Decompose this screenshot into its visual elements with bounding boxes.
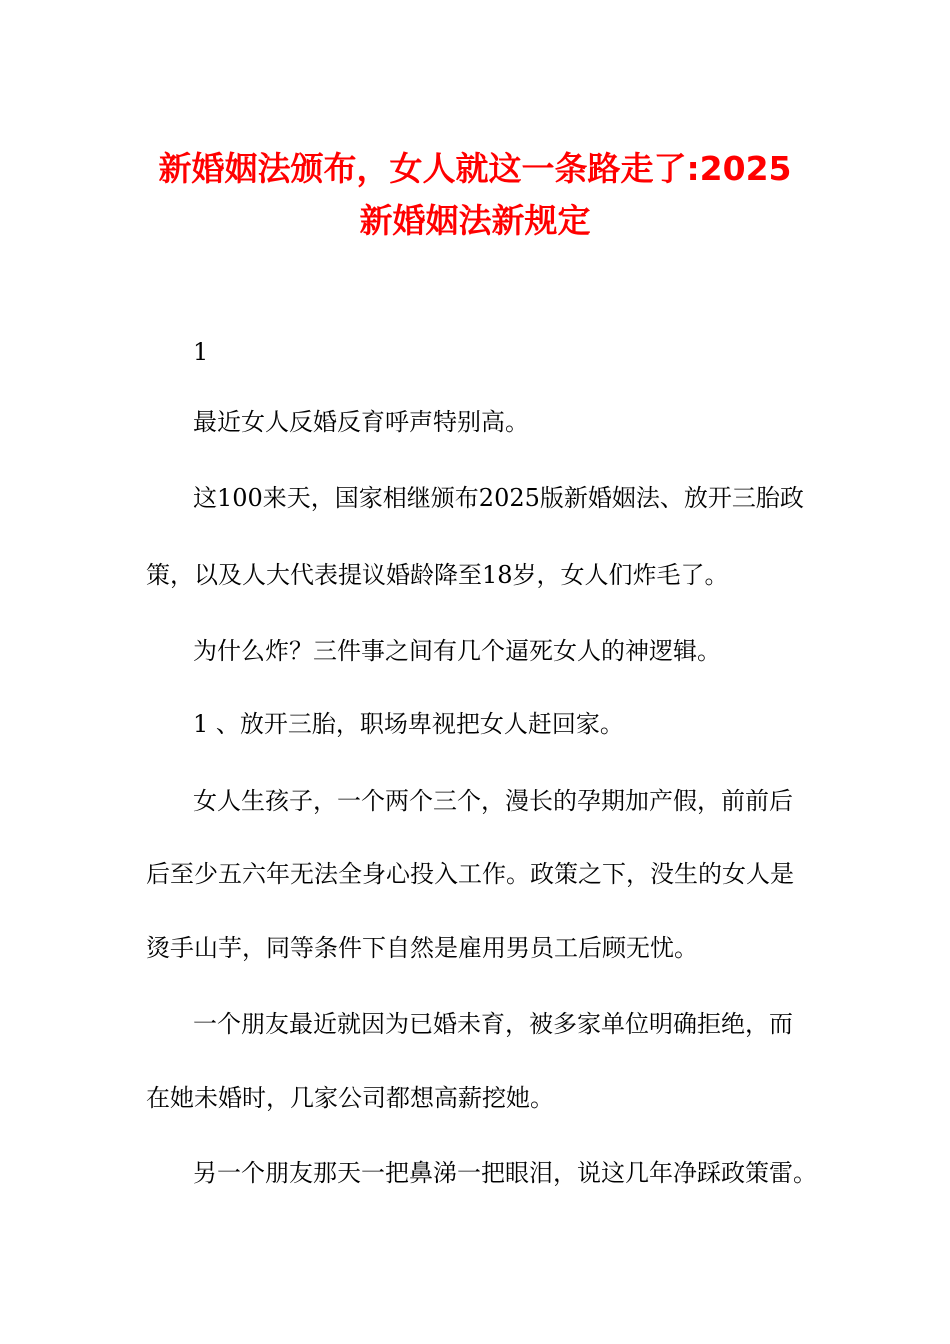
paragraph-line: 策，以及人大代表提议婚龄降至18岁，女人们炸毛了。	[146, 561, 729, 589]
document-title-line-2: 新婚姻法新规定	[359, 201, 591, 240]
paragraph-line: 另一个朋友那天一把鼻涕一把眼泪，说这几年净踩政策雷。	[193, 1159, 817, 1187]
paragraph-line: 最近女人反婚反育呼声特别高。	[193, 408, 529, 436]
paragraph-line: 为什么炸？三件事之间有几个逼死女人的神逻辑。	[193, 637, 721, 665]
paragraph-line: 烫手山芋，同等条件下自然是雇用男员工后顾无忧。	[146, 934, 698, 962]
document-title-line-1: 新婚姻法颁布，女人就这一条路走了:2025	[158, 149, 792, 188]
paragraph-line: 1 、放开三胎，职场卑视把女人赶回家。	[193, 710, 624, 738]
paragraph-line: 在她未婚时，几家公司都想高薪挖她。	[146, 1084, 554, 1112]
paragraph-line: 后至少五六年无法全身心投入工作。政策之下，没生的女人是	[146, 860, 794, 888]
paragraph-line: 这100来天，国家相继颁布2025版新婚姻法、放开三胎政	[193, 484, 804, 512]
paragraph-line: 女人生孩子，一个两个三个，漫长的孕期加产假，前前后	[193, 787, 793, 815]
paragraph-line: 一个朋友最近就因为已婚未育，被多家单位明确拒绝，而	[193, 1010, 793, 1038]
section-number: 1	[193, 338, 209, 366]
